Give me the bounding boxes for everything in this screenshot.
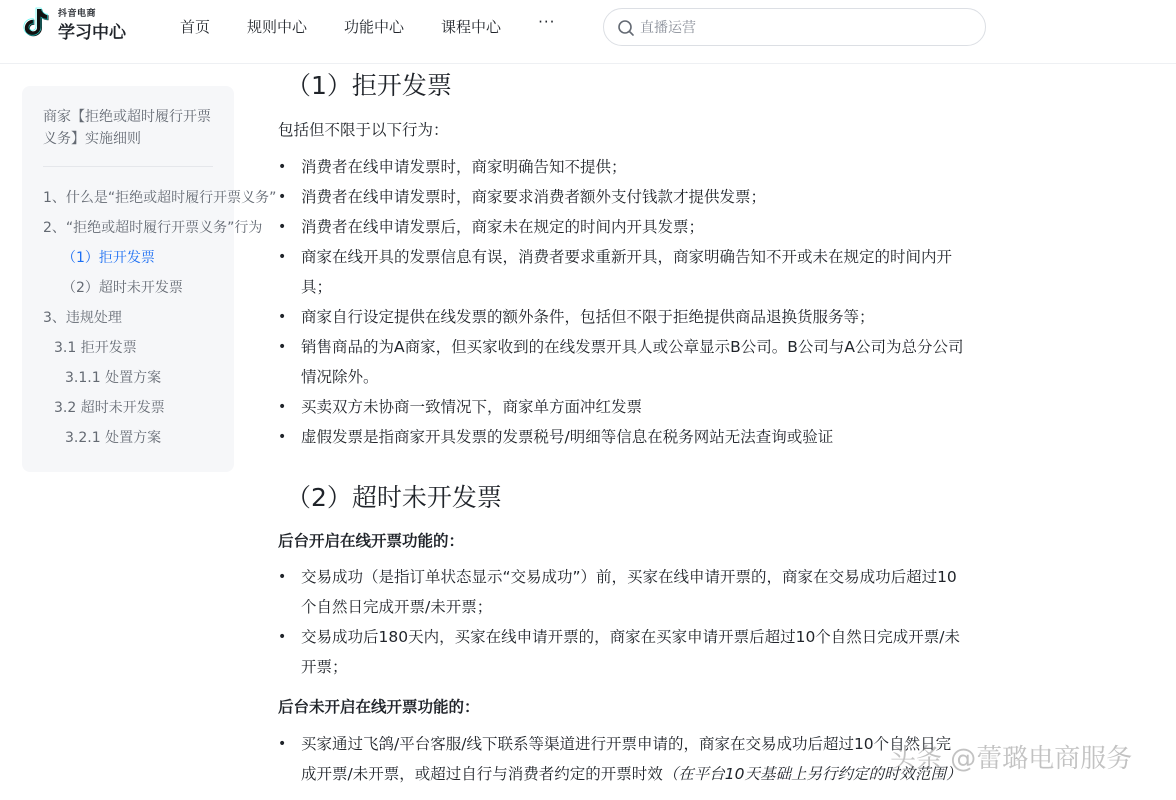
toc-item-3-1-1[interactable]: 3.1.1 处置方案 — [65, 370, 162, 386]
table-of-contents — [22, 86, 277, 472]
italic-note: （在平台10天基础上另行约定的时效范围） — [662, 765, 962, 783]
search-icon — [617, 19, 635, 37]
logo-subtitle: 抖音电商 — [58, 9, 97, 19]
section-heading-overdue-invoice: （2）超时未开发票 — [286, 483, 502, 512]
toc-item-2-1[interactable]: （1）拒开发票 — [62, 250, 155, 266]
list-item: • 买卖双方未协商一致情况下，商家单方面冲红发票 — [278, 392, 1048, 422]
toc-item-3-2-1[interactable]: 3.2.1 处置方案 — [65, 430, 162, 446]
list-item: • 销售商品的为A商家，但买家收到的在线发票开具人或公章显示B公司。B公司与A公司为总分公司 情况除外。 — [278, 332, 1048, 392]
search-input[interactable] — [640, 17, 970, 39]
nav-rules-center[interactable]: 规则中心 — [247, 18, 308, 36]
toc-item-3[interactable]: 3、违规处理 — [43, 310, 122, 326]
toc-divider — [43, 166, 213, 167]
douyin-logo-icon — [20, 6, 52, 38]
list-item: • 消费者在线申请发票时，商家明确告知不提供； — [278, 152, 1048, 182]
nav-course-center[interactable]: 课程中心 — [441, 18, 502, 36]
main-nav — [180, 13, 556, 36]
logo-title: 学习中心 — [58, 23, 126, 43]
list-item: • 消费者在线申请发票后，商家未在规定的时间内开具发票； — [278, 212, 1048, 242]
toc-item-2-2[interactable]: （2）超时未开发票 — [62, 280, 183, 296]
list-item: • 商家在线开具的发票信息有误，消费者要求重新开具，商家明确告知不开或未在规定的时间内开 具； — [278, 242, 1048, 302]
list-item: • 消费者在线申请发票时，商家要求消费者额外支付钱款才提供发票； — [278, 182, 1048, 212]
nav-function-center[interactable]: 功能中心 — [344, 18, 405, 36]
logo[interactable] — [20, 4, 130, 42]
section2-subheading-online-disabled: 后台未开启在线开票功能的： — [278, 698, 480, 716]
list-item: • 交易成功后180天内，买家在线申请开票的，商家在买家申请开票后超过10个自然日完成开票/未 开票； — [278, 622, 1048, 682]
section2-subheading-online-enabled: 后台开启在线开票功能的： — [278, 532, 465, 550]
list-item: • 交易成功（是指订单状态显示“交易成功”）前，买家在线申请开票的，商家在交易成功后超过10 个自然日完成开票/未开票； — [278, 562, 1048, 622]
list-item: • 买家通过飞鸽/平台客服/线下联系等渠道进行开票申请的，商家在交易成功后超过10个自然日完 成开票/未开票，或超过自行与消费者约定的开票时效（在平台10天基础上另行约定的时效范围） — [278, 729, 1048, 789]
toc-item-2[interactable]: 2、“拒绝或超时履行开票义务”行为 — [43, 220, 263, 236]
toc-item-1[interactable]: 1、什么是“拒绝或超时履行开票义务” — [43, 190, 277, 206]
watermark: 头条 @蕾璐电商服务 — [890, 744, 1133, 774]
toc-title[interactable]: 商家【拒绝或超时履行开票义务】实施细则 — [43, 109, 211, 147]
section1-intro: 包括但不限于以下行为： — [278, 121, 449, 139]
top-header — [0, 0, 1176, 64]
nav-home[interactable]: 首页 — [180, 18, 211, 36]
search-box[interactable] — [603, 8, 986, 46]
toc-item-3-1[interactable]: 3.1 拒开发票 — [54, 340, 137, 356]
nav-more-button[interactable]: ··· — [538, 13, 556, 31]
toc-item-3-2[interactable]: 3.2 超时未开发票 — [54, 400, 165, 416]
list-item: • 商家自行设定提供在线发票的额外条件，包括但不限于拒绝提供商品退换货服务等； — [278, 302, 1048, 332]
list-item: • 虚假发票是指商家开具发票的发票税号/明细等信息在税务网站无法查询或验证 — [278, 422, 1048, 452]
section-heading-refuse-invoice: （1）拒开发票 — [286, 71, 452, 100]
